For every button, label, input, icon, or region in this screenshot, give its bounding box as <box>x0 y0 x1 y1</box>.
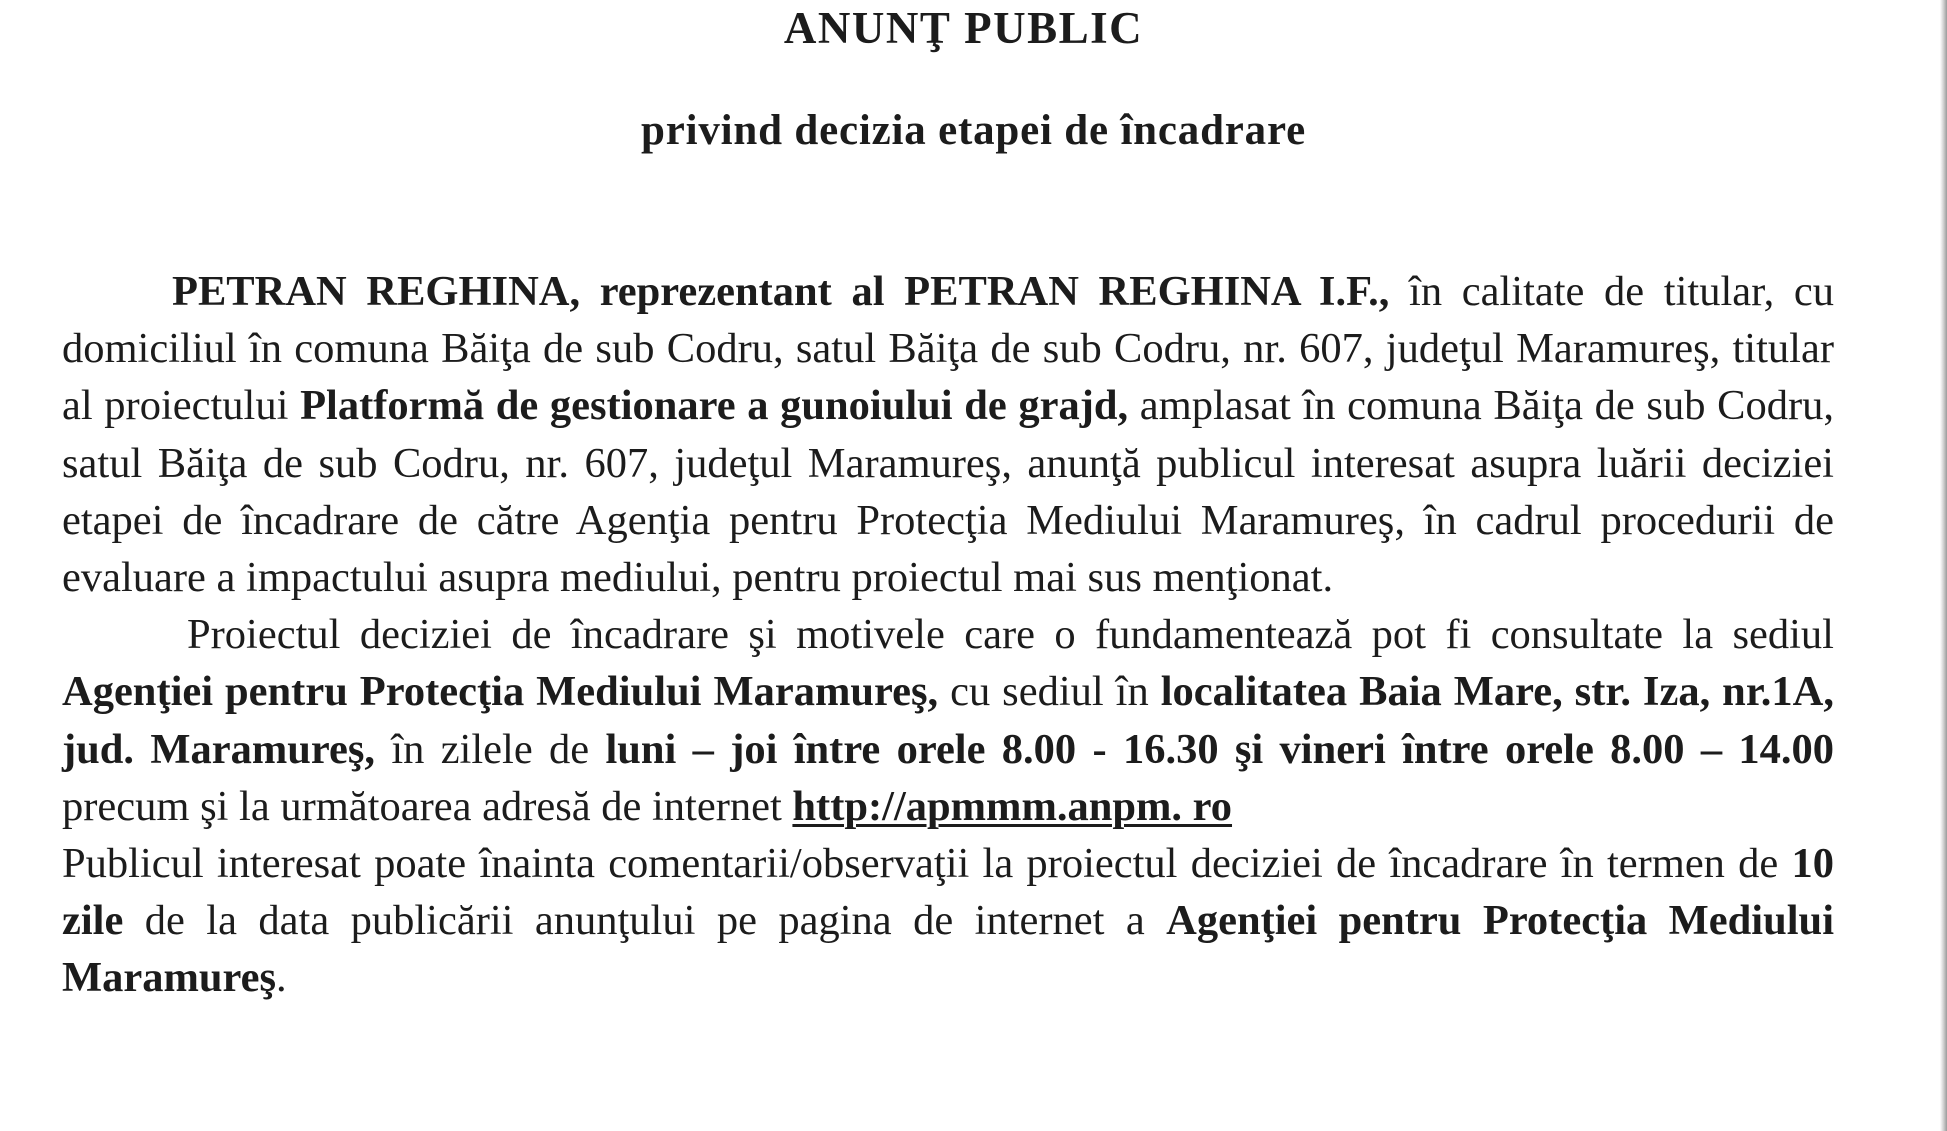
paragraph-comments <box>62 835 1834 1007</box>
scan-edge-shadow <box>1940 0 1947 1131</box>
holder-address-text: în calitate de titular, cu domiciliul în comuna Băiţa de sub Codru, satul Băiţa de sub Codru, nr. 607, judeţul Maramureş, titular al proiectului <box>62 268 1834 430</box>
agency-name: Agenţiei pentru Protecţia Mediului Maramureş, <box>62 668 939 716</box>
agency-address: localitatea Baia Mare, str. Iza, nr.1A, jud. Maramureş, <box>62 668 1834 773</box>
announcement-body <box>62 263 1834 1007</box>
agency-website-link[interactable]: http://apmmm.anpm. ro <box>792 782 1233 830</box>
paragraph-holder-notice <box>62 263 1834 606</box>
comments-intro: Publicul interesat poate înainta comentarii/observaţii la proiectul deciziei de încadrare în termen de <box>62 840 1792 888</box>
paragraph-consultation <box>62 606 1834 835</box>
internet-intro: precum şi la următoarea adresă de internet <box>62 782 793 830</box>
announcement-subtitle: privind decizia etapei de încadrare <box>641 107 1306 154</box>
comments-publication-text: de la data publicării anunţului pe pagina de internet a <box>123 897 1167 945</box>
office-hours: luni – joi între orele 8.00 - 16.30 şi vineri între orele 8.00 – 14.00 <box>605 725 1835 773</box>
agency-name-footer: Agenţiei pentru Protecţia Mediului Maramureş <box>62 897 1834 1002</box>
project-location-text: amplasat în comuna Băiţa de sub Codru, satul Băiţa de sub Codru, nr. 607, judeţul Maramureş, anunţă publicul interesat asupra luării deciziei etapei de încadrare de către Agenţia pentru Protecţia Mediului Maramureş, în cadrul procedurii de evaluare a impactului asupra mediului, pentru proiectul mai sus menţionat. <box>62 382 1834 602</box>
consultation-days-intro: în zilele de <box>375 725 606 773</box>
holder-name: PETRAN REGHINA, reprezentant al PETRAN REGHINA I.F., <box>172 268 1390 315</box>
comment-deadline: 10 zile <box>62 840 1834 945</box>
consultation-connector: cu sediul în <box>938 668 1161 716</box>
final-period: . <box>276 954 287 1002</box>
announcement-title: ANUNŢ PUBLIC <box>783 3 1144 53</box>
consultation-intro: Proiectul deciziei de încadrare şi motivele care o fundamentează pot fi consultate la sediul <box>187 611 1834 659</box>
project-name: Platformă de gestionare a gunoiului de grajd, <box>300 382 1129 430</box>
